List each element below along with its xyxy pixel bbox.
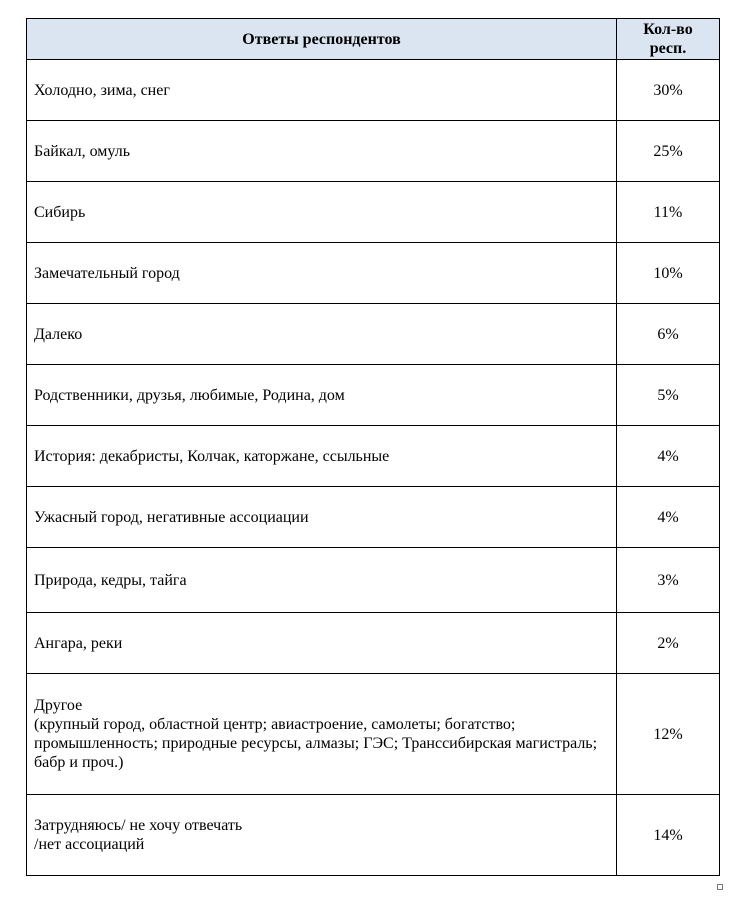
answer-text: История: декабристы, Колчак, каторжане, ссыльные xyxy=(34,447,390,465)
table-row xyxy=(27,365,720,426)
answer-cell xyxy=(27,243,617,304)
count-cell: 30% xyxy=(617,60,720,121)
answer-text: Замечательный город xyxy=(34,264,180,282)
answer-cell xyxy=(27,182,617,243)
header-row xyxy=(27,19,720,60)
answer-cell xyxy=(27,60,617,121)
answer-text: Природа, кедры, тайга xyxy=(34,571,187,589)
count-cell: 3% xyxy=(617,548,720,613)
count-cell: 4% xyxy=(617,487,720,548)
table-row xyxy=(27,674,720,795)
answer-text: Ангара, реки xyxy=(34,634,123,652)
answer-text: Ужасный город, негативные ассоциации xyxy=(34,508,309,526)
count-cell: 25% xyxy=(617,121,720,182)
survey-table xyxy=(26,18,720,876)
answer-text: Сибирь xyxy=(34,203,86,221)
table-row xyxy=(27,243,720,304)
count-cell: 11% xyxy=(617,182,720,243)
table-row xyxy=(27,548,720,613)
table-row xyxy=(27,426,720,487)
answer-text: Далеко xyxy=(34,325,83,343)
answer-text-continued: /нет ассоциаций xyxy=(34,836,145,853)
count-cell: 5% xyxy=(617,365,720,426)
answer-cell xyxy=(27,365,617,426)
table-resize-handle[interactable] xyxy=(717,884,723,890)
table-row xyxy=(27,182,720,243)
answer-cell xyxy=(27,121,617,182)
table-row xyxy=(27,60,720,121)
table-row xyxy=(27,304,720,365)
header-count: Кол-во респ. xyxy=(617,19,720,60)
answer-cell xyxy=(27,426,617,487)
table-row xyxy=(27,795,720,876)
answer-text: Байкал, омуль xyxy=(34,142,131,160)
answer-text: Затрудняюсь/ не хочу отвечать xyxy=(34,817,243,834)
answer-cell xyxy=(27,304,617,365)
count-cell: 12% xyxy=(617,674,720,795)
count-cell: 6% xyxy=(617,304,720,365)
answer-text: Холодно, зима, снег xyxy=(34,81,170,99)
count-cell: 2% xyxy=(617,613,720,674)
table-row xyxy=(27,121,720,182)
answer-cell xyxy=(27,487,617,548)
count-cell: 4% xyxy=(617,426,720,487)
answer-cell xyxy=(27,548,617,613)
answer-cell xyxy=(27,613,617,674)
table-row xyxy=(27,487,720,548)
count-cell: 10% xyxy=(617,243,720,304)
header-answers: Ответы респондентов xyxy=(27,19,617,60)
count-cell: 14% xyxy=(617,795,720,876)
answer-cell xyxy=(27,795,617,876)
table-row xyxy=(27,613,720,674)
answer-text: Родственники, друзья, любимые, Родина, дом xyxy=(34,386,345,404)
answer-cell xyxy=(27,674,617,795)
answer-details: (крупный город, областной центр; авиастроение, самолеты; богатство; промышленность; природные ресурсы, алмазы; ГЭС; Транссибирская магистраль; бабр и проч.) xyxy=(34,716,598,771)
answer-text: Другое xyxy=(34,697,83,714)
